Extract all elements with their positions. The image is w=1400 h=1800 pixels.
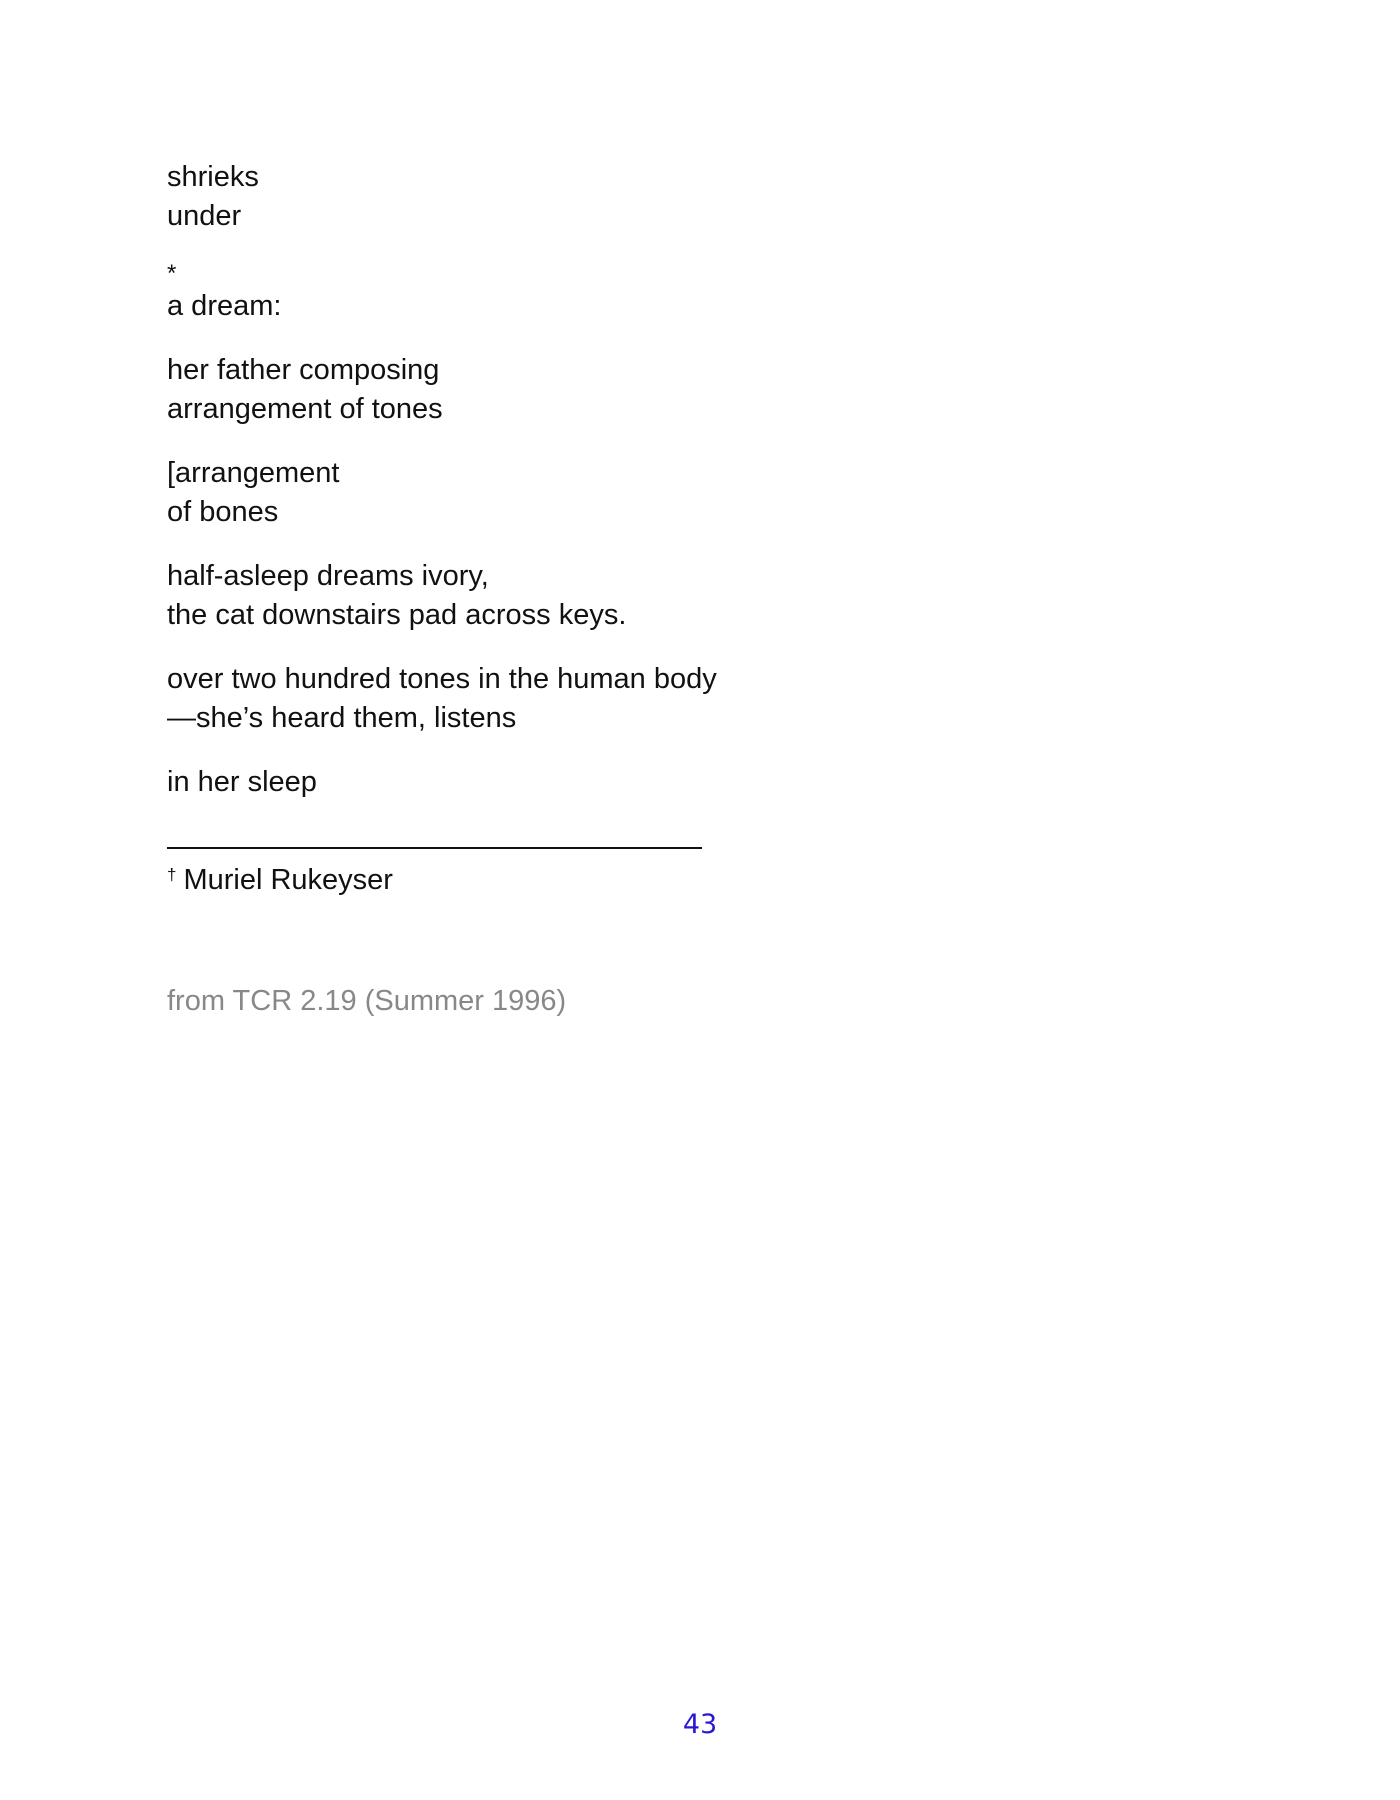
stanza-7 bbox=[167, 763, 1067, 802]
poem-line: a dream: bbox=[167, 290, 282, 322]
footnote-mark: † bbox=[167, 865, 177, 884]
poem-line: her father composing bbox=[167, 354, 440, 386]
asterisk-divider: * bbox=[167, 260, 177, 287]
source-citation: from TCR 2.19 (Summer 1996) bbox=[167, 985, 567, 1017]
stanza-divider bbox=[167, 261, 1067, 287]
poem-line: —she’s heard them, listens bbox=[167, 702, 517, 734]
stanza-3 bbox=[167, 351, 1067, 429]
poem-line: shrieks bbox=[167, 161, 259, 193]
stanza-5 bbox=[167, 557, 1067, 635]
poem-line: over two hundred tones in the human body bbox=[167, 663, 717, 695]
page-number: 43 bbox=[682, 1709, 718, 1740]
footnote-text: Muriel Rukeyser bbox=[183, 864, 393, 896]
footnote bbox=[167, 855, 1067, 900]
stanza-2 bbox=[167, 287, 1067, 326]
poem-line: in her sleep bbox=[167, 766, 317, 798]
poem-line: [arrangement bbox=[167, 457, 340, 489]
poem-line: under bbox=[167, 200, 242, 232]
poem-line: arrangement of tones bbox=[167, 393, 443, 425]
stanza-1 bbox=[167, 158, 1067, 236]
footnote-divider bbox=[167, 847, 702, 849]
stanza-6 bbox=[167, 660, 1067, 738]
poem-line: of bones bbox=[167, 496, 279, 528]
poem-line: the cat downstairs pad across keys. bbox=[167, 599, 627, 631]
poem-page bbox=[167, 158, 1067, 1021]
stanza-4 bbox=[167, 454, 1067, 532]
poem-line: half-asleep dreams ivory, bbox=[167, 560, 489, 592]
